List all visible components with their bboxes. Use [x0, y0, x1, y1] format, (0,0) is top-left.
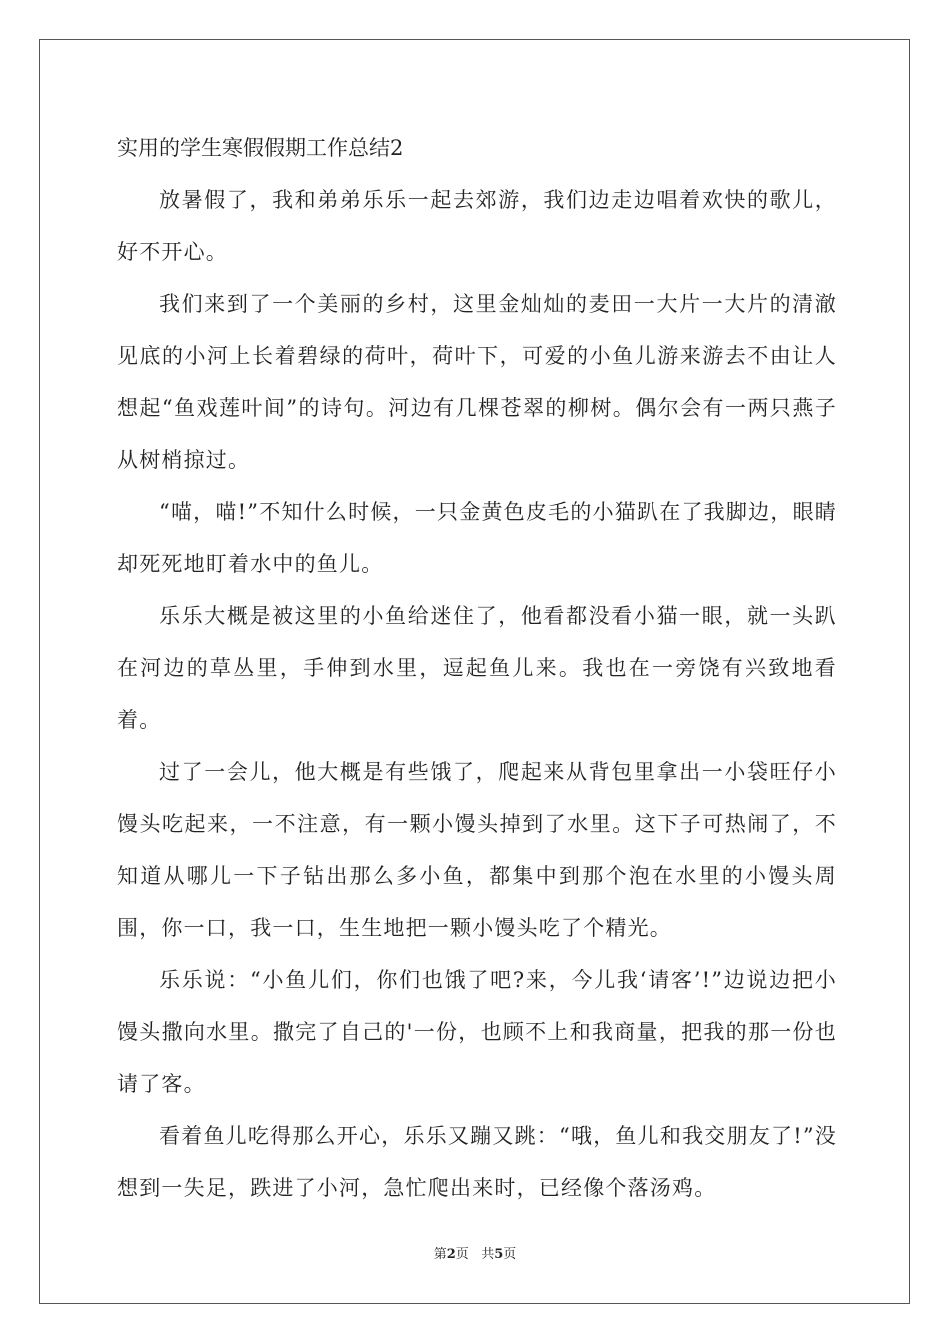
paragraph-7: 看着鱼儿吃得那么开心，乐乐又蹦又跳：“哦，鱼儿和我交朋友了!”没想到一失足，跌进了小河，急忙爬出来时，已经像个落汤鸡。 [117, 1124, 837, 1200]
paragraph-6: 乐乐说：“小鱼儿们，你们也饿了吧?来，今儿我‘请客’!”边说边把小馒头撒向水里。撒完了自己的'一份，也顾不上和我商量，把我的那一份也请了客。 [117, 968, 837, 1096]
page-suffix: 页 [455, 1247, 469, 1262]
document-title: 实用的学生寒假假期工作总结2 [117, 136, 404, 160]
document-body [117, 122, 837, 1214]
page-total: 5 [494, 1247, 504, 1262]
paragraph-2: 我们来到了一个美丽的乡村，这里金灿灿的麦田一大片一大片的清澈见底的小河上长着碧绿的荷叶，荷叶下，可爱的小鱼儿游来游去不由让人想起“鱼戏莲叶间”的诗句。河边有几棵苍翠的柳树。偶尔会有一两只燕子从树梢掠过。 [117, 292, 837, 472]
total-suffix: 页 [503, 1247, 517, 1262]
page-footer [0, 1243, 950, 1262]
paragraph-1: 放暑假了，我和弟弟乐乐一起去郊游，我们边走边唱着欢快的歌儿，好不开心。 [117, 188, 837, 264]
paragraph-4: 乐乐大概是被这里的小鱼给迷住了，他看都没看小猫一眼，就一头趴在河边的草丛里，手伸到水里，逗起鱼儿来。我也在一旁饶有兴致地看着。 [117, 604, 837, 732]
paragraph-3: “喵，喵!”不知什么时候，一只金黄色皮毛的小猫趴在了我脚边，眼睛却死死地盯着水中的鱼儿。 [117, 500, 837, 576]
total-prefix: 共 [481, 1247, 495, 1262]
page-current: 2 [446, 1247, 456, 1262]
page-prefix: 第 [433, 1247, 447, 1262]
paragraph-5: 过了一会儿，他大概是有些饿了，爬起来从背包里拿出一小袋旺仔小馒头吃起来，一不注意，有一颗小馒头掉到了水里。这下子可热闹了，不知道从哪儿一下子钻出那么多小鱼，都集中到那个泡在水里的小馒头周围，你一口，我一口，生生地把一颗小馒头吃了个精光。 [117, 760, 837, 940]
